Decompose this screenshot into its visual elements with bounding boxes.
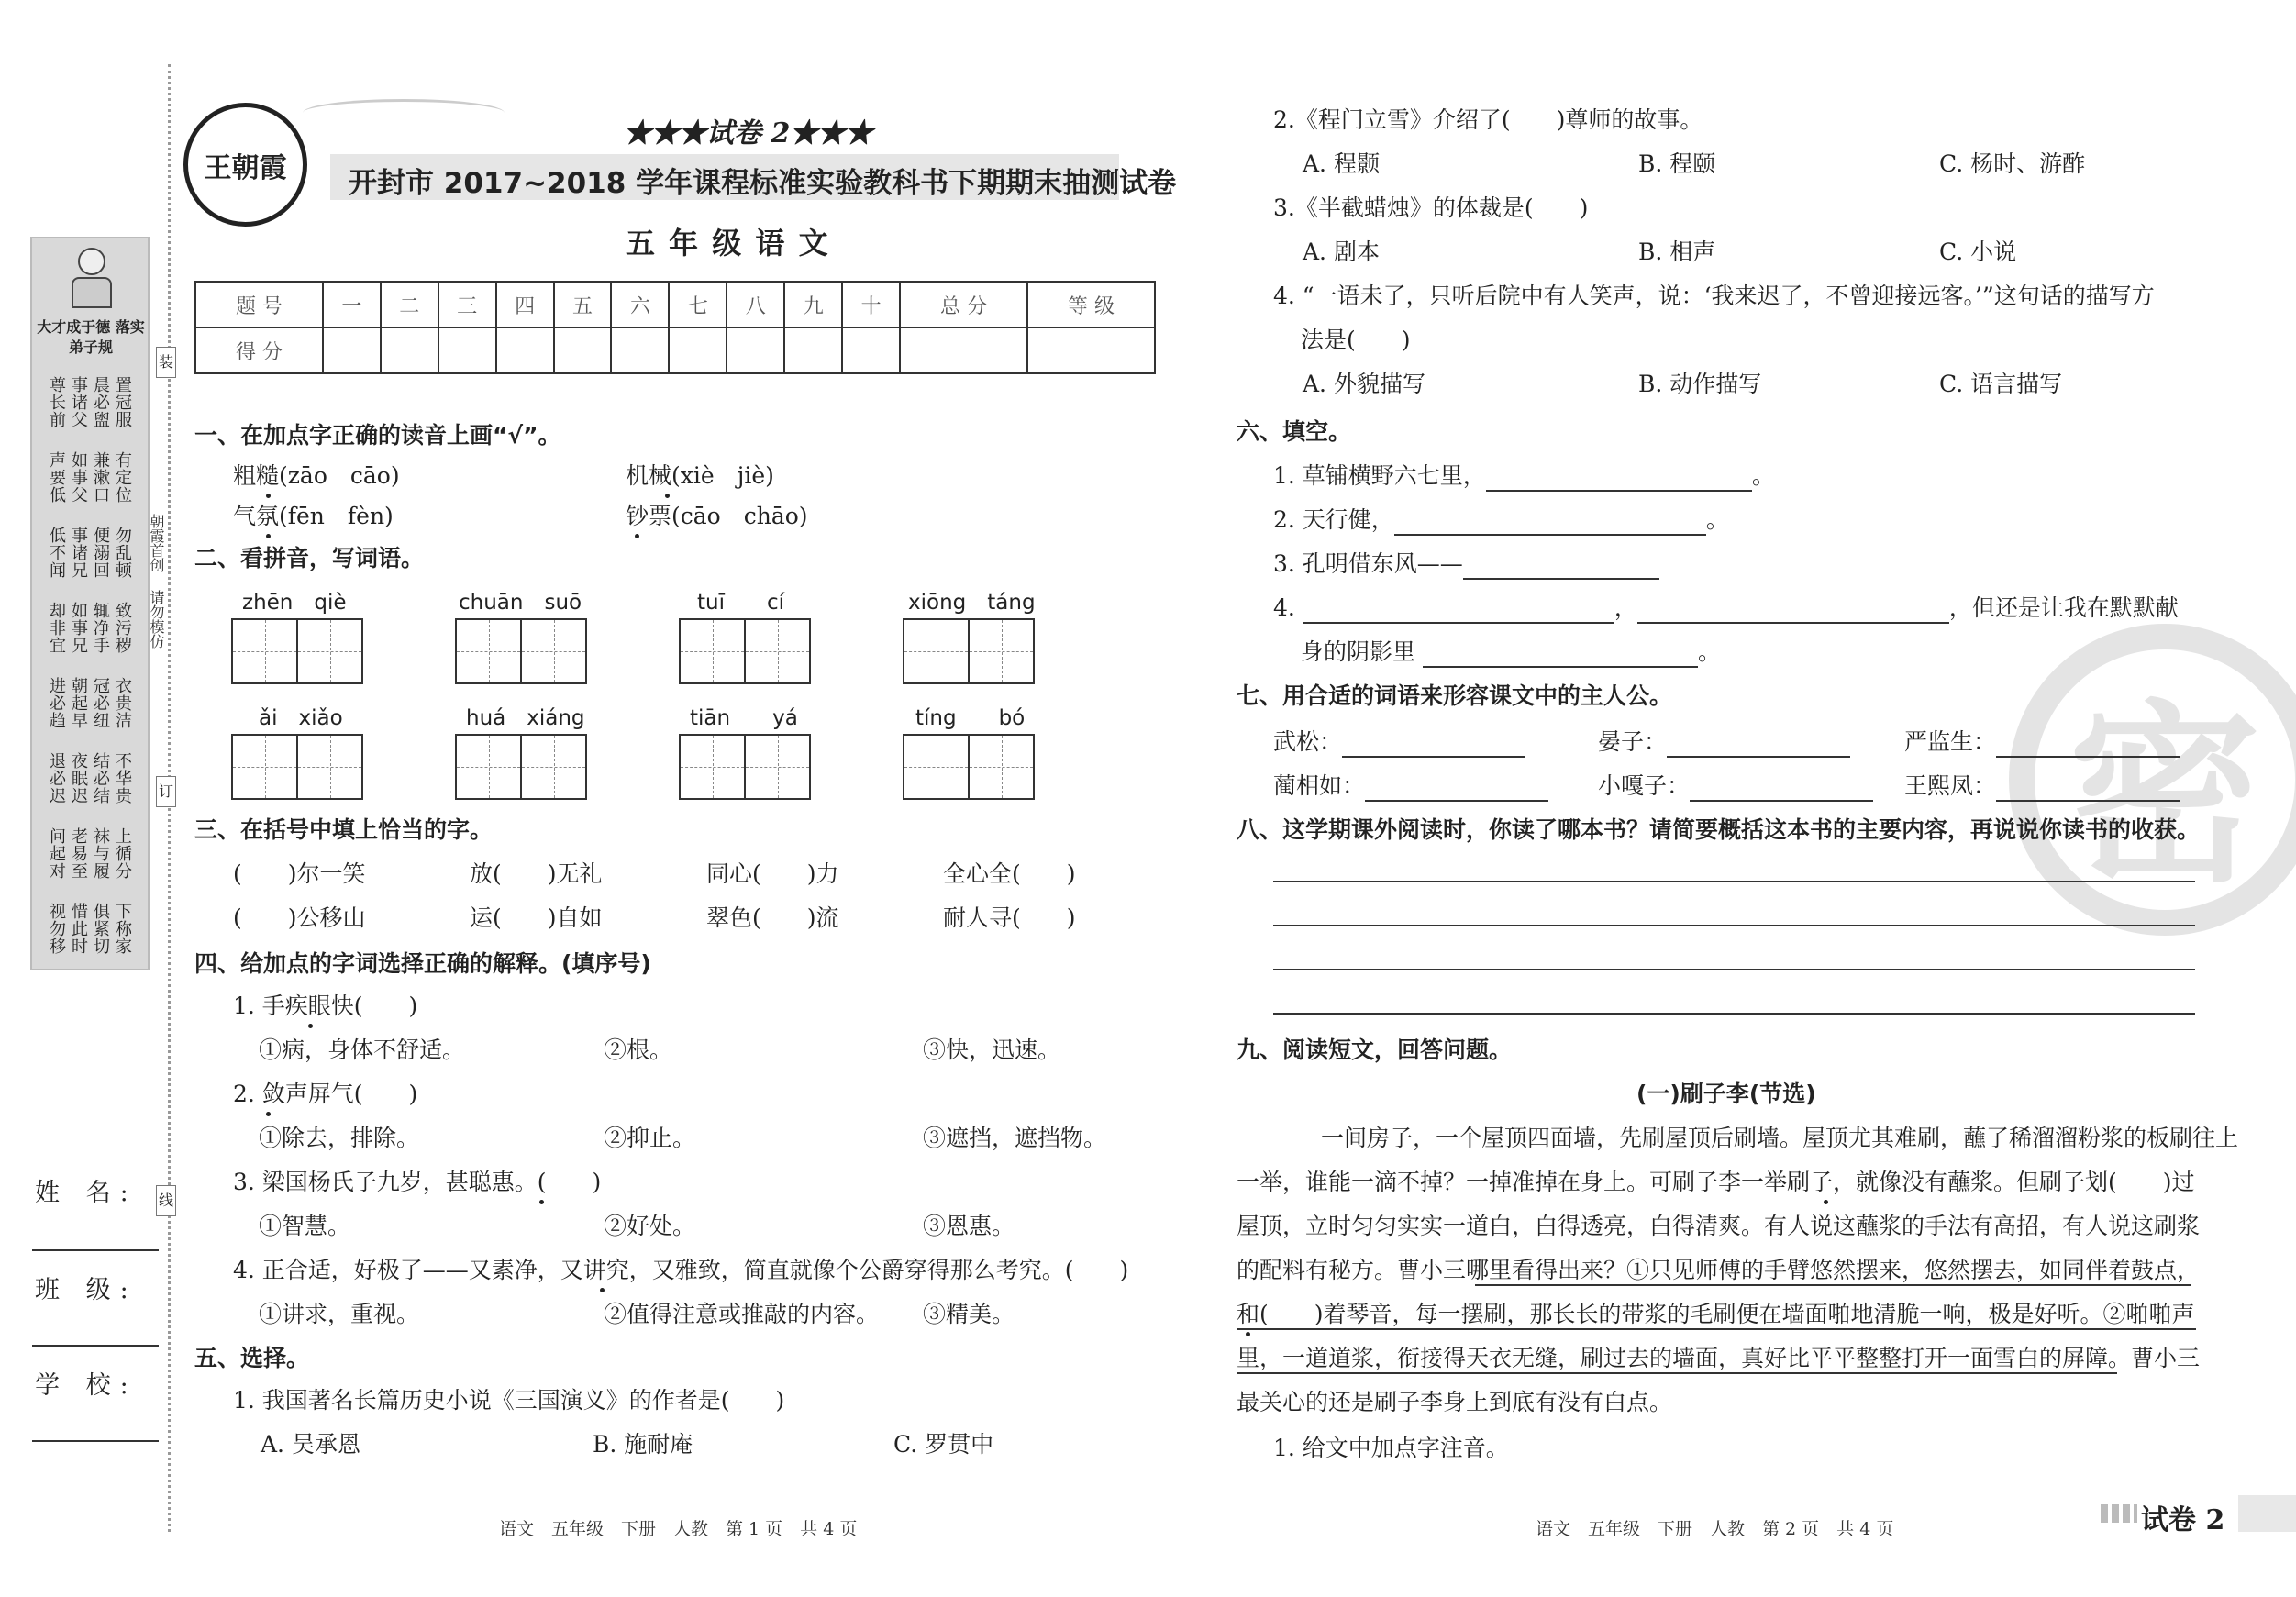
emphasis-dot	[539, 1200, 544, 1204]
score-row-label: 得 分	[195, 327, 323, 373]
exam-subject: 五 年 级 语 文	[626, 226, 830, 261]
stamp-char: 密	[2068, 682, 2261, 908]
binding-rule: 衣贵洁	[113, 677, 132, 729]
pinyin-label: huá xiáng	[466, 706, 585, 730]
binding-rule: 老易至	[69, 827, 88, 880]
answer-blank[interactable]	[1486, 468, 1752, 492]
passage-line: 和( )着琴音，每一摆刷，那长长的带浆的毛刷便在墙面啪地清脆一响，极是好听。②啪啪声	[1237, 1301, 2195, 1327]
s7-name: 蔺相如：	[1273, 772, 1366, 799]
s4-option[interactable]: ①除去，排除。	[259, 1125, 420, 1151]
answer-line[interactable]	[1273, 881, 2195, 882]
s6-end: 。	[1705, 506, 1729, 533]
binding-rule: 视勿移	[47, 903, 66, 955]
emphasis-dot	[600, 1288, 605, 1292]
binding-rule: 致污秽	[113, 602, 132, 654]
s6-comma: ，	[1614, 594, 1637, 621]
paper-number: ★★★试卷 2★★★	[624, 117, 873, 150]
writing-grid[interactable]	[455, 618, 587, 684]
binding-rule: 袜与履	[91, 827, 110, 880]
answer-blank[interactable]	[1423, 644, 1698, 668]
score-cell[interactable]	[900, 327, 1027, 373]
s3-item[interactable]: 同心( )力	[706, 860, 839, 887]
pinyin-label: tiān yá	[690, 706, 798, 730]
binding-rule: 如事父	[69, 451, 88, 504]
class-field[interactable]	[32, 1345, 159, 1347]
emphasis-dot	[665, 494, 670, 498]
answer-blank[interactable]	[1996, 734, 2180, 758]
s5-option[interactable]: B. 施耐庵	[593, 1431, 693, 1458]
section9-title: 九、阅读短文，回答问题。	[1237, 1037, 1513, 1063]
passage-line: 一举，谁能一滴不掉？一掉准掉在身上。可刷子李一举刷子，就像没有蘸浆。但刷子划( )过	[1237, 1169, 2195, 1195]
s5-option[interactable]: A. 吴承恩	[261, 1431, 360, 1458]
s5-question: 4. “一语未了，只听后院中有人笑声，说：‘我来迟了，不曾迎接远客。’”这句话的描写方	[1273, 283, 2155, 309]
writing-grid[interactable]	[231, 618, 363, 684]
score-header-row	[195, 282, 1155, 327]
binding-rule: 退必迟	[47, 752, 66, 804]
tag-bar	[2238, 1495, 2296, 1532]
s7-item	[1904, 726, 2180, 758]
score-header-cell: 等 级	[1027, 282, 1155, 327]
s3-item[interactable]: ( )尔一笑	[233, 860, 366, 887]
score-header-cell: 九	[784, 282, 842, 327]
footer-left: 语文 五年级 下册 人教 第 1 页 共 4 页	[499, 1519, 858, 1539]
s6-item	[1273, 549, 1659, 580]
s4-question: 3. 梁国杨氏子九岁，甚聪惠。( )	[233, 1169, 602, 1195]
writing-grid[interactable]	[903, 734, 1035, 800]
answer-blank[interactable]	[1303, 600, 1614, 624]
exam-title: 开封市 2017~2018 学年课程标准实验教科书下期期末抽测试卷	[349, 167, 1177, 200]
s4-option[interactable]: ③精美。	[923, 1301, 1015, 1327]
binding-rule: 冠必纽	[91, 677, 110, 729]
passage-line: 最关心的还是刷子李身上到底有没有白点。	[1237, 1389, 1673, 1415]
s5-option[interactable]: A. 程颢	[1303, 150, 1380, 177]
writing-grid[interactable]	[903, 618, 1035, 684]
underline-sentence1	[1237, 1328, 2191, 1330]
score-table	[194, 281, 1156, 374]
s6-item	[1273, 460, 1775, 492]
s5-question: 1. 我国著名长篇历史小说《三国演义》的作者是( )	[233, 1387, 785, 1414]
class-label: 班 级:	[35, 1276, 138, 1304]
writing-grid[interactable]	[455, 734, 587, 800]
answer-blank[interactable]	[1637, 600, 1949, 624]
s6-prompt: 身的阴影里	[1301, 638, 1416, 665]
s6-item	[1301, 637, 1721, 668]
binding-rule: 夜眠迟	[69, 752, 88, 804]
score-cell[interactable]	[669, 327, 727, 373]
s1-item[interactable]: 机械(xiè jiè)	[626, 462, 774, 489]
passage-line: 一间房子，一个屋顶四面墙，先刷屋顶后刷墙。屋顶尤其难刷，蘸了稀溜溜粉浆的板刷往上	[1321, 1125, 2239, 1151]
s4-option[interactable]: ②好处。	[604, 1213, 696, 1239]
s5-option[interactable]: B. 程颐	[1638, 150, 1716, 177]
school-label: 学 校:	[35, 1371, 138, 1400]
underline-sentence2	[1237, 1372, 2117, 1374]
score-header-cell: 十	[842, 282, 900, 327]
binding-rule: 声要低	[47, 451, 66, 504]
answer-line[interactable]	[1273, 1013, 2195, 1015]
s7-name: 小嘎子：	[1598, 772, 1691, 799]
s5-question-cont: 法是( )	[1301, 327, 1411, 353]
paper-tag: 试卷 2	[2141, 1504, 2225, 1536]
emphasis-dot	[266, 534, 271, 538]
binding-seal-bottom: 线	[156, 1185, 176, 1216]
footer-right: 语文 五年级 下册 人教 第 2 页 共 4 页	[1536, 1519, 1894, 1539]
binding-rule: 勿乱顿	[113, 527, 132, 579]
score-cell[interactable]	[438, 327, 496, 373]
score-cell[interactable]	[496, 327, 554, 373]
answer-blank[interactable]	[1463, 556, 1659, 580]
s7-name: 严监生：	[1904, 728, 1997, 755]
section4-title: 四、给加点的字词选择正确的解释。(填序号)	[194, 950, 651, 977]
pinyin-label: xiōng táng	[908, 591, 1036, 615]
score-header-cell: 八	[727, 282, 784, 327]
s3-item[interactable]: 耐人寻( )	[943, 904, 1076, 931]
s3-item[interactable]: ( )公移山	[233, 904, 366, 931]
s4-question: 2. 敛声屏气( )	[233, 1081, 418, 1107]
binding-vertical-note: 朝霞首创 请勿模仿	[148, 514, 165, 649]
s1-item[interactable]: 钞票(cāo chāo)	[626, 503, 808, 529]
s3-item[interactable]: 翠色( )流	[706, 904, 839, 931]
score-header-cell: 三	[438, 282, 496, 327]
answer-blank[interactable]	[1342, 734, 1525, 758]
binding-rule: 便溺回	[91, 527, 110, 579]
binding-rule: 俱紧切	[91, 903, 110, 955]
answer-blank[interactable]	[1365, 778, 1548, 802]
s7-item	[1904, 771, 2180, 802]
score-cell[interactable]	[381, 327, 438, 373]
name-field[interactable]	[32, 1249, 159, 1251]
s5-option[interactable]: C. 罗贯中	[893, 1431, 994, 1458]
s5-option[interactable]: A. 外貌描写	[1303, 371, 1425, 397]
answer-blank[interactable]	[1996, 778, 2180, 802]
answer-blank[interactable]	[1667, 734, 1850, 758]
s5-question: 2.《程门立雪》介绍了( )尊师的故事。	[1273, 106, 1703, 133]
s7-item	[1598, 771, 1873, 802]
s3-item[interactable]: 全心全( )	[943, 860, 1076, 887]
score-cell[interactable]	[727, 327, 784, 373]
binding-rule: 兼漱口	[91, 451, 110, 504]
s5-option[interactable]: C. 语言描写	[1939, 371, 2063, 397]
binding-rule: 不华贵	[113, 752, 132, 804]
s6-prompt: ，但还是让我在默默献	[1948, 594, 2179, 621]
s4-option[interactable]: ②根。	[604, 1037, 673, 1063]
pinyin-label: zhēn qiè	[242, 591, 347, 615]
binding-rule: 如事兄	[69, 602, 88, 654]
s4-option[interactable]: ③恩惠。	[923, 1213, 1015, 1239]
pinyin-label: tíng bó	[915, 706, 1026, 730]
section6-title: 六、填空。	[1237, 418, 1352, 445]
s1-item[interactable]: 气氛(fēn fèn)	[233, 503, 394, 529]
binding-rule: 晨必盥	[91, 376, 110, 428]
s4-question: 4. 正合适，好极了——又素净，又讲究，又雅致，简直就像个公爵穿得那么考究。( )	[233, 1257, 1129, 1283]
binding-motto: 大才成于德 落实弟子规	[37, 318, 145, 356]
score-header-cell: 题 号	[195, 282, 323, 327]
answer-blank[interactable]	[1394, 512, 1706, 536]
s7-name: 王熙凤：	[1904, 772, 1997, 799]
binding-rule: 结必结	[91, 752, 110, 804]
binding-seal-mid: 订	[156, 776, 176, 807]
binding-rule: 辄净手	[91, 602, 110, 654]
binding-rule: 事诸父	[69, 376, 88, 428]
underline-sentence2	[2132, 1328, 2196, 1330]
s7-item	[1273, 726, 1525, 758]
binding-rule: 事诸兄	[69, 527, 88, 579]
s6-item	[1273, 593, 2179, 624]
emphasis-dot	[1824, 1200, 1828, 1204]
s6-item	[1273, 505, 1729, 536]
score-header-cell: 五	[554, 282, 612, 327]
section1-title: 一、在加点字正确的读音上画“√”。	[194, 422, 561, 449]
score-value-row	[195, 327, 1155, 373]
school-field[interactable]	[32, 1440, 159, 1442]
score-cell[interactable]	[1027, 327, 1155, 373]
logo-text: 王朝霞	[204, 151, 287, 184]
writing-grid[interactable]	[231, 734, 363, 800]
s7-item	[1273, 771, 1548, 802]
answer-line[interactable]	[1273, 969, 2195, 970]
score-cell[interactable]	[611, 327, 669, 373]
passage-title: (一)刷子李(节选)	[1636, 1081, 1816, 1107]
s6-prompt: 3. 孔明借东风——	[1273, 550, 1463, 577]
emphasis-dot	[1246, 1332, 1250, 1336]
passage-line: 屋顶，立时匀匀实实一道白，白得透亮，白得清爽。有人说这蘸浆的手法有高招，有人说这刷浆	[1237, 1213, 2201, 1239]
underline-sentence1	[1475, 1284, 2191, 1286]
binding-rule: 低不闻	[47, 527, 66, 579]
answer-blank[interactable]	[1690, 778, 1873, 802]
score-header-cell: 总 分	[900, 282, 1027, 327]
s6-end: 。	[1697, 638, 1721, 665]
score-header-cell: 六	[611, 282, 669, 327]
binding-seal-top: 装	[156, 347, 176, 378]
binding-rule: 却非宜	[47, 602, 66, 654]
s5-option[interactable]: B. 动作描写	[1638, 371, 1762, 397]
pinyin-label: tuī cí	[697, 591, 785, 615]
s5-option[interactable]: C. 杨时、游酢	[1939, 150, 2086, 177]
section5-title: 五、选择。	[194, 1345, 310, 1371]
binding-rule: 问起对	[47, 827, 66, 880]
score-cell[interactable]	[842, 327, 900, 373]
section2-title: 二、看拼音，写词语。	[194, 545, 425, 571]
s6-end: 。	[1751, 462, 1775, 489]
s5-option[interactable]: A. 剧本	[1303, 238, 1380, 265]
s4-option[interactable]: ②值得注意或推敲的内容。	[604, 1301, 880, 1327]
binding-rule: 上循分	[113, 827, 132, 880]
s3-item[interactable]: 运( )自如	[470, 904, 603, 931]
writing-grid[interactable]	[679, 618, 811, 684]
binding-rule: 进必趋	[47, 677, 66, 729]
pinyin-label: ǎi xiǎo	[259, 706, 343, 730]
s7-name: 晏子：	[1598, 728, 1668, 755]
s9-question: 1. 给文中加点字注音。	[1273, 1435, 1509, 1461]
emphasis-dot	[266, 1112, 271, 1116]
binding-rule: 置冠服	[113, 376, 132, 428]
binding-rule: 尊长前	[47, 376, 66, 428]
passage-line: 的配料有秘方。曹小三哪里看得出来？①只见师傅的手臂悠然摆来，悠然摆去，如同伴着鼓点，	[1237, 1257, 2201, 1283]
section3-title: 三、在括号中填上恰当的字。	[194, 816, 494, 843]
section8-title: 八、这学期课外阅读时，你读了哪本书？请简要概括这本书的主要内容，再说说你读书的收获。	[1237, 816, 2201, 843]
brand-logo	[183, 103, 307, 227]
binding-rule: 朝起早	[69, 677, 88, 729]
writing-grid[interactable]	[679, 734, 811, 800]
s5-question: 3.《半截蜡烛》的体裁是( )	[1273, 194, 1589, 221]
s3-item[interactable]: 放( )无礼	[470, 860, 603, 887]
s4-question: 1. 手疾眼快( )	[233, 993, 418, 1019]
mascot-figure	[69, 248, 115, 312]
emphasis-dot	[308, 1024, 313, 1028]
s7-item	[1598, 726, 1850, 758]
score-header-cell: 一	[323, 282, 381, 327]
binding-rule: 惜此时	[69, 903, 88, 955]
score-cell[interactable]	[784, 327, 842, 373]
s4-option[interactable]: ①讲求，重视。	[259, 1301, 420, 1327]
s7-name: 武松：	[1273, 728, 1343, 755]
s4-option[interactable]: ③快，迅速。	[923, 1037, 1061, 1063]
score-cell[interactable]	[323, 327, 381, 373]
answer-line[interactable]	[1273, 925, 2195, 926]
score-header-cell: 四	[496, 282, 554, 327]
s5-option[interactable]: C. 小说	[1939, 238, 2017, 265]
s6-prompt: 2. 天行健，	[1273, 506, 1394, 533]
s1-item[interactable]: 粗糙(zāo cāo)	[233, 462, 400, 489]
emphasis-dot	[635, 534, 639, 538]
pinyin-label: chuān suō	[459, 591, 582, 615]
s4-option[interactable]: ①智慧。	[259, 1213, 351, 1239]
binding-rule: 下称家	[113, 903, 132, 955]
tag-decoration	[2101, 1504, 2137, 1523]
s6-prompt: 1. 草铺横野六七里，	[1273, 462, 1486, 489]
binding-rule: 有定位	[113, 451, 132, 504]
name-label: 姓 名:	[35, 1179, 138, 1207]
s6-prompt: 4.	[1273, 594, 1295, 621]
ribbon-decoration	[303, 99, 505, 127]
s4-option[interactable]: ③遮挡，遮挡物。	[923, 1125, 1107, 1151]
passage-line: 里，一道道浆，衔接得天衣无缝，刷过去的墙面，真好比平平整整打开一面雪白的屏障。曹小三	[1237, 1345, 2201, 1371]
score-header-cell: 二	[381, 282, 438, 327]
score-cell[interactable]	[554, 327, 612, 373]
score-header-cell: 七	[669, 282, 727, 327]
s4-option[interactable]: ②抑止。	[604, 1125, 696, 1151]
s4-option[interactable]: ①病，身体不舒适。	[259, 1037, 466, 1063]
emphasis-dot	[266, 494, 271, 498]
section7-title: 七、用合适的词语来形容课文中的主人公。	[1237, 682, 1673, 709]
s5-option[interactable]: B. 相声	[1638, 238, 1716, 265]
